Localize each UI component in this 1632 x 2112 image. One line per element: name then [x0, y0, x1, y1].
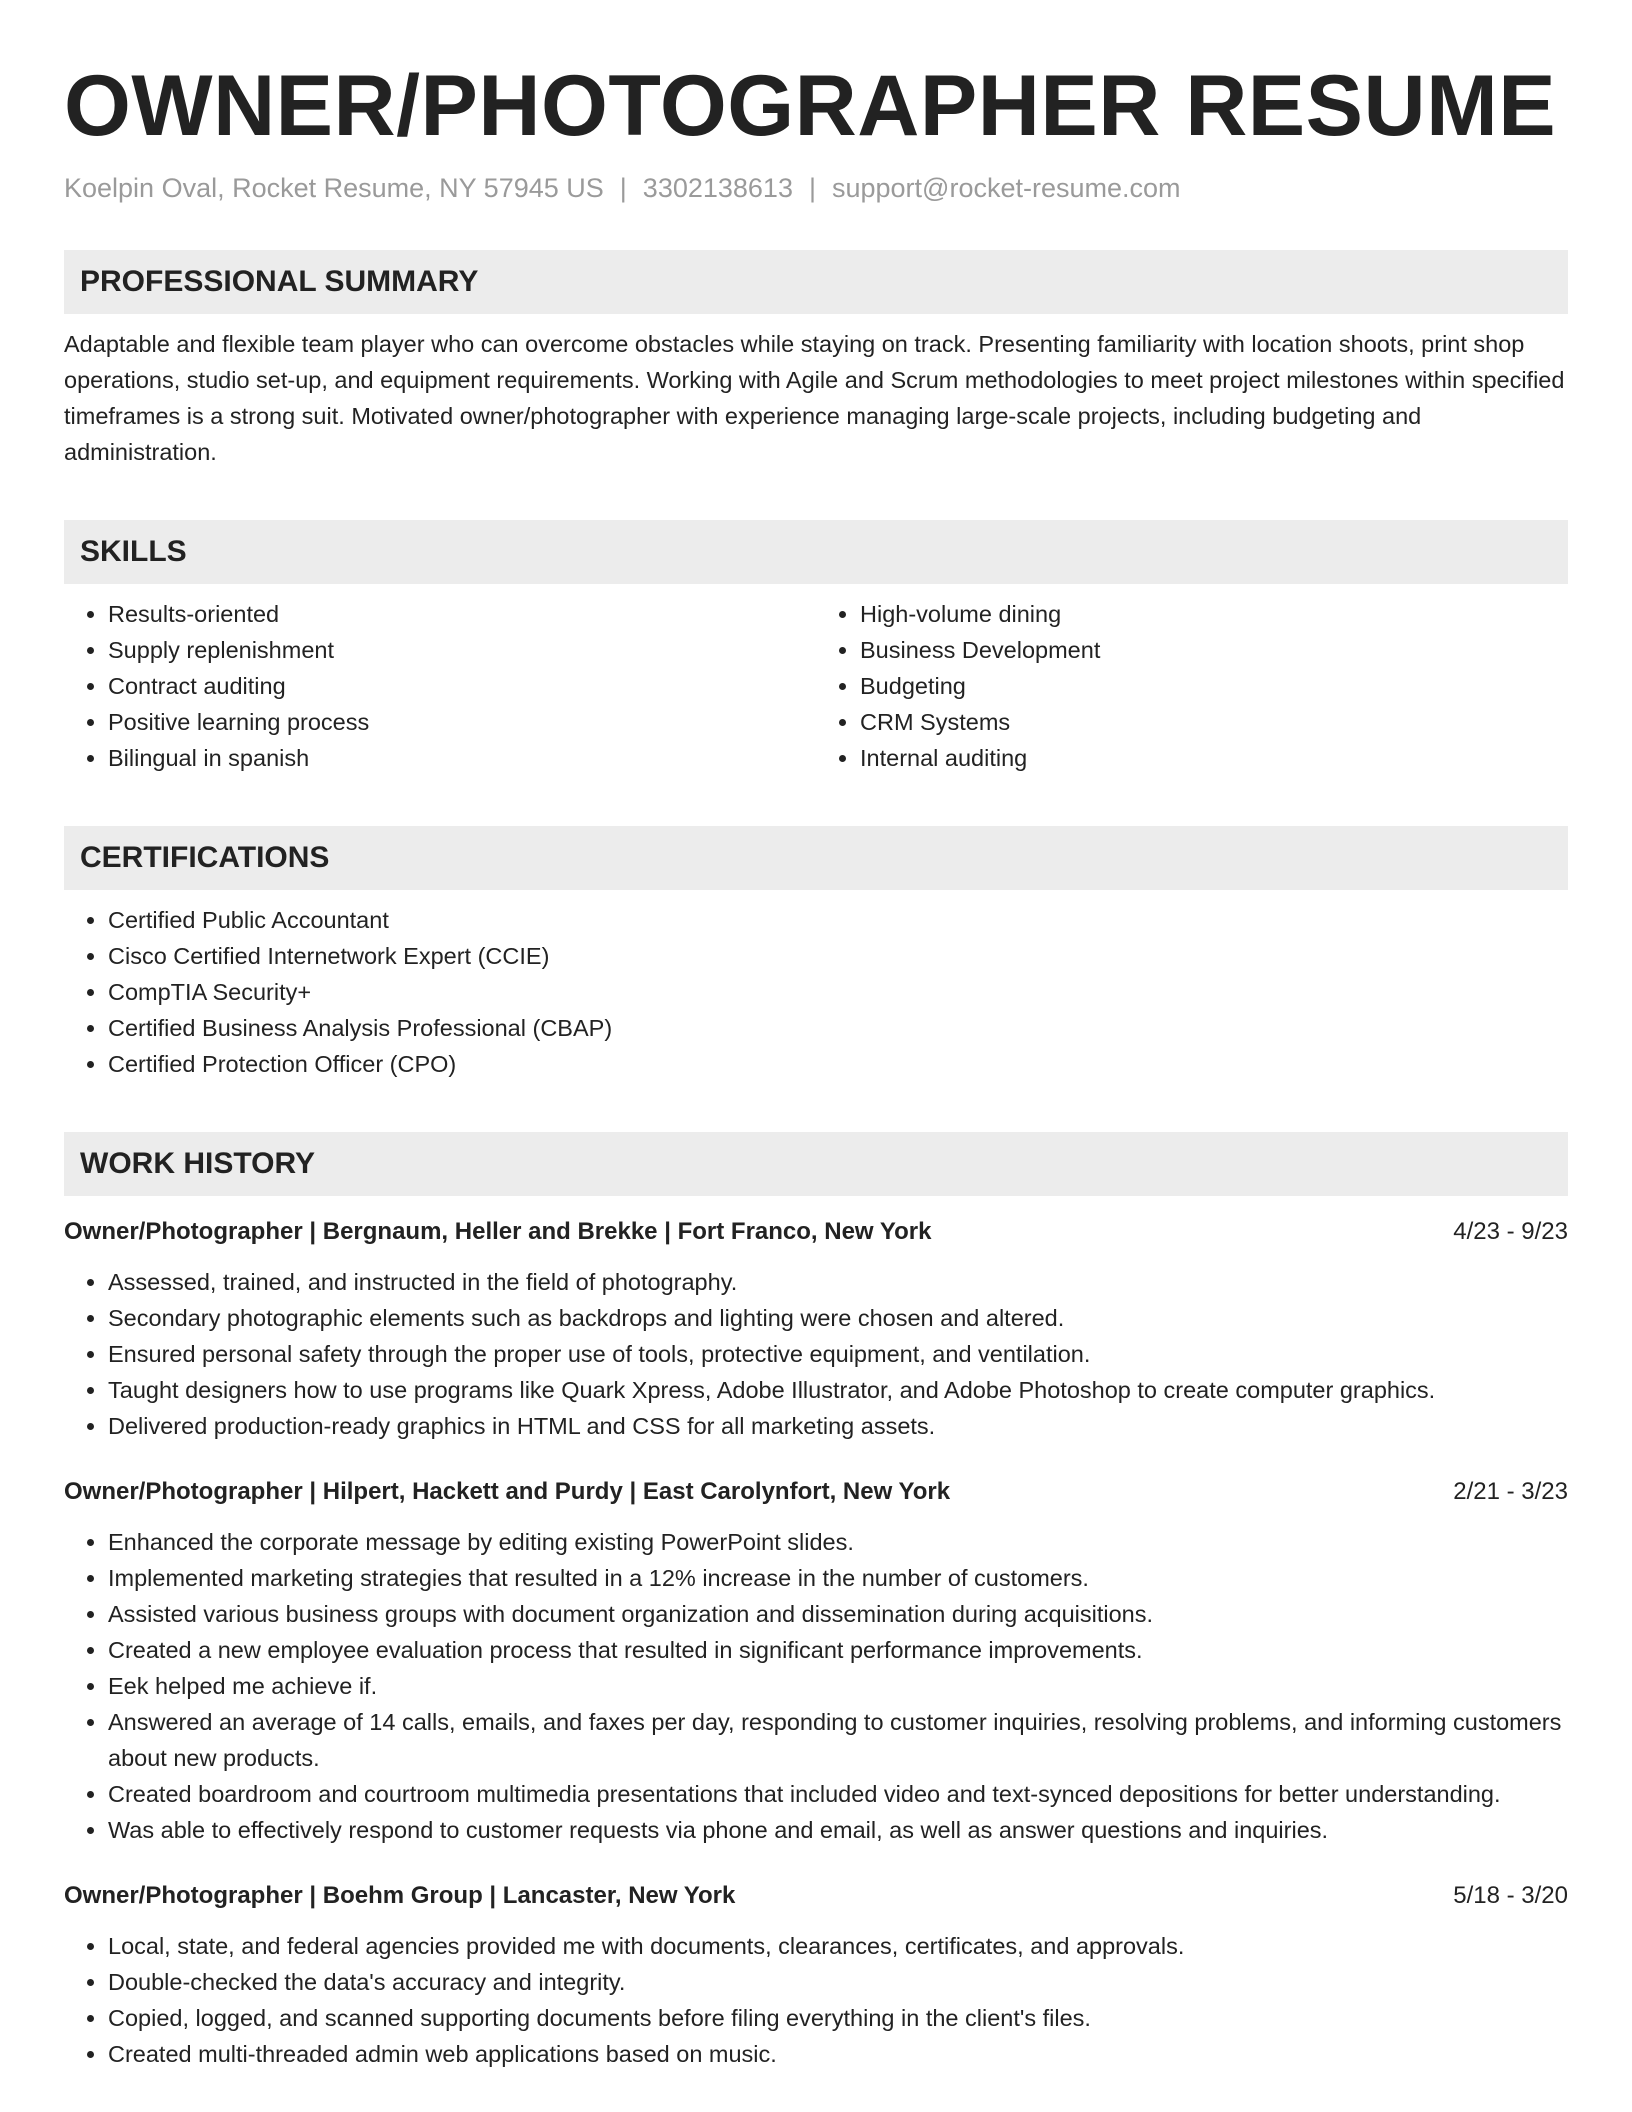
job-bullets	[64, 1524, 1568, 1848]
job-bullet: • Ensured personal safety through the proper use of tools, protective equipment, and ventilation.	[108, 1336, 1568, 1372]
job-bullet: • Created a new employee evaluation process that resulted in significant performance improvements.	[108, 1632, 1568, 1668]
job-bullet: • Copied, logged, and scanned supporting documents before filing everything in the client's files.	[108, 2000, 1568, 2036]
job-title: Owner/Photographer | Boehm Group | Lancaster, New York	[64, 1882, 736, 1909]
section-header-summary: PROFESSIONAL SUMMARY	[64, 250, 1568, 314]
skills-grid	[64, 596, 1568, 776]
skill-item: • CRM Systems	[860, 704, 1568, 740]
skill-item: • Bilingual in spanish	[108, 740, 816, 776]
job-header	[64, 1214, 1568, 1250]
contact-line	[64, 168, 1568, 208]
contact-separator: |	[619, 173, 627, 203]
section-header-work-history: WORK HISTORY	[64, 1132, 1568, 1196]
skills-list-right	[816, 596, 1568, 776]
job-bullet: • Taught designers how to use programs like Quark Xpress, Adobe Illustrator, and Adobe Photoshop to create computer graphics.	[108, 1372, 1568, 1408]
job-entry	[64, 1214, 1568, 1444]
skill-item: • High-volume dining	[860, 596, 1568, 632]
job-bullet: • Assisted various business groups with document organization and dissemination during acquisitions.	[108, 1596, 1568, 1632]
job-bullets	[64, 1264, 1568, 1444]
job-bullet: • Answered an average of 14 calls, emails, and faxes per day, responding to customer inquiries, resolving problems, and informing customers about new products.	[108, 1704, 1568, 1776]
skills-list-left	[64, 596, 816, 776]
job-header	[64, 1474, 1568, 1510]
skill-item: • Supply replenishment	[108, 632, 816, 668]
job-bullet: • Implemented marketing strategies that resulted in a 12% increase in the number of customers.	[108, 1560, 1568, 1596]
certification-item: • CompTIA Security+	[108, 974, 1568, 1010]
contact-phone: 3302138613	[642, 173, 793, 203]
job-bullet: • Double-checked the data's accuracy and integrity.	[108, 1964, 1568, 2000]
skill-item: • Results-oriented	[108, 596, 816, 632]
skill-item: • Positive learning process	[108, 704, 816, 740]
skill-item: • Internal auditing	[860, 740, 1568, 776]
job-bullet: • Created boardroom and courtroom multimedia presentations that included video and text-synced depositions for better understanding.	[108, 1776, 1568, 1812]
certification-item: • Certified Public Accountant	[108, 902, 1568, 938]
job-header	[64, 1878, 1568, 1914]
contact-email: support@rocket-resume.com	[831, 173, 1181, 203]
job-title: Owner/Photographer | Bergnaum, Heller and Brekke | Fort Franco, New York	[64, 1218, 932, 1245]
section-header-certifications: CERTIFICATIONS	[64, 826, 1568, 890]
job-dates: 4/23 - 9/23	[1453, 1218, 1568, 1245]
certification-item: • Certified Business Analysis Professional (CBAP)	[108, 1010, 1568, 1046]
job-title: Owner/Photographer | Hilpert, Hackett and Purdy | East Carolynfort, New York	[64, 1478, 951, 1505]
job-bullet: • Eek helped me achieve if.	[108, 1668, 1568, 1704]
job-entry	[64, 1474, 1568, 1848]
job-entry	[64, 1878, 1568, 2072]
skill-item: • Contract auditing	[108, 668, 816, 704]
resume-title: OWNER/PHOTOGRAPHER RESUME	[64, 58, 1557, 154]
job-bullet: • Delivered production-ready graphics in HTML and CSS for all marketing assets.	[108, 1408, 1568, 1444]
job-dates: 5/18 - 3/20	[1453, 1882, 1568, 1909]
job-bullet: • Assessed, trained, and instructed in the field of photography.	[108, 1264, 1568, 1300]
certification-item: • Cisco Certified Internetwork Expert (CCIE)	[108, 938, 1568, 974]
contact-address: Koelpin Oval, Rocket Resume, NY 57945 US	[64, 173, 604, 203]
job-dates: 2/21 - 3/23	[1453, 1478, 1568, 1505]
job-bullet: • Secondary photographic elements such as backdrops and lighting were chosen and altered.	[108, 1300, 1568, 1336]
job-bullet: • Enhanced the corporate message by editing existing PowerPoint slides.	[108, 1524, 1568, 1560]
certification-item: • Certified Protection Officer (CPO)	[108, 1046, 1568, 1082]
skill-item: • Budgeting	[860, 668, 1568, 704]
summary-text: Adaptable and flexible team player who can overcome obstacles while staying on track. Presenting familiarity with location shoots, print shop operations, studio set-up, and equipment requirements. Working with Agile and Scrum methodologies to meet project milestones within specified timeframes is a strong suit. Motivated owner/photographer with experience managing large-scale projects, including budgeting and administration.	[64, 331, 1565, 465]
skill-item: • Business Development	[860, 632, 1568, 668]
contact-separator: |	[808, 173, 816, 203]
job-bullet: • Local, state, and federal agencies provided me with documents, clearances, certificates, and approvals.	[108, 1928, 1568, 1964]
certifications-list	[64, 902, 1568, 1082]
job-bullet: • Created multi-threaded admin web applications based on music.	[108, 2036, 1568, 2072]
section-header-skills: SKILLS	[64, 520, 1568, 584]
job-bullets	[64, 1928, 1568, 2072]
job-bullet: • Was able to effectively respond to customer requests via phone and email, as well as answer questions and inquiries.	[108, 1812, 1568, 1848]
